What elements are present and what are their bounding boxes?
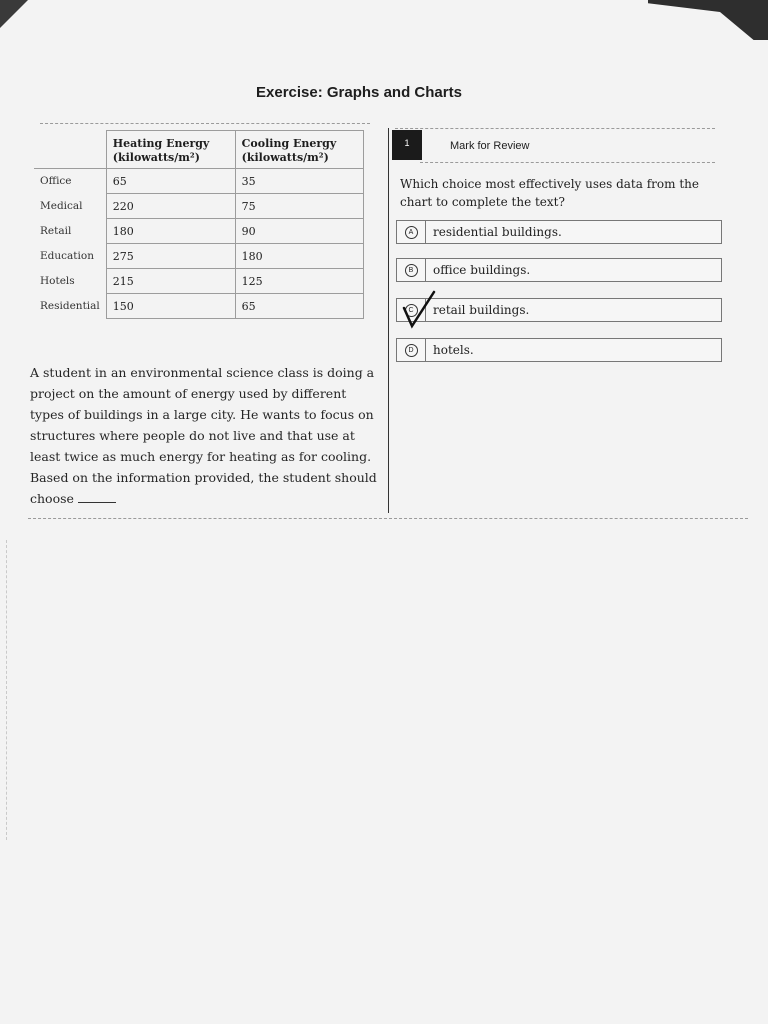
heating-value: 220 [106, 194, 235, 219]
table-row [34, 194, 364, 219]
answer-blank [78, 492, 116, 503]
table-row [34, 169, 364, 194]
choice-text: residential buildings. [433, 225, 562, 239]
question-prompt: Which choice most effectively uses data from the chart to complete the text? [400, 177, 699, 209]
panel-divider [388, 128, 389, 513]
row-label: Retail [34, 219, 106, 244]
page-title: Exercise: Graphs and Charts [256, 84, 462, 101]
passage-text: A student in an environmental science class is doing a project on the amount of energy used by different types of buildings in a large city. He wants to focus on structures where people do not live and that use at least twice as much energy for heating as for cooling. Based on the information provided, the student should choose [30, 365, 377, 506]
photo-corner-dark-right [648, 0, 768, 40]
row-label: Residential [34, 294, 106, 319]
energy-table [34, 130, 364, 319]
row-label: Office [34, 169, 106, 194]
table-header-row [34, 131, 364, 169]
cooling-value: 90 [235, 219, 363, 244]
divider-top-right [395, 128, 715, 129]
divider-bottom [28, 518, 748, 519]
divider-top-left [40, 123, 370, 124]
heating-value: 150 [106, 294, 235, 319]
header-heating: Heating Energy (kilowatts/m²) [106, 131, 235, 169]
handwritten-checkmark-icon [400, 290, 440, 330]
heating-value: 180 [106, 219, 235, 244]
row-label: Education [34, 244, 106, 269]
choice-letter: A [397, 221, 426, 243]
cooling-value: 180 [235, 244, 363, 269]
row-label: Medical [34, 194, 106, 219]
cooling-value: 35 [235, 169, 363, 194]
choice-text: hotels. [433, 343, 474, 357]
margin-line [6, 540, 7, 840]
choice-b[interactable] [396, 258, 722, 282]
mark-for-review-button[interactable]: Mark for Review [450, 140, 530, 152]
choice-text: office buildings. [433, 263, 531, 277]
table-corner [34, 131, 106, 169]
table-row [34, 269, 364, 294]
cooling-value: 125 [235, 269, 363, 294]
heating-value: 65 [106, 169, 235, 194]
choice-text: retail buildings. [433, 303, 530, 317]
choice-c[interactable] [396, 298, 722, 322]
cooling-value: 65 [235, 294, 363, 319]
heating-value: 275 [106, 244, 235, 269]
row-label: Hotels [34, 269, 106, 294]
photo-corner-dark-left [0, 0, 28, 28]
table-row [34, 219, 364, 244]
cooling-value: 75 [235, 194, 363, 219]
passage [30, 362, 380, 509]
choice-d[interactable] [396, 338, 722, 362]
choice-a[interactable] [396, 220, 722, 244]
table-row [34, 244, 364, 269]
table-row [34, 294, 364, 319]
divider-review [420, 162, 715, 163]
choice-letter: D [397, 339, 426, 361]
heating-value: 215 [106, 269, 235, 294]
question-number: 1 [392, 130, 422, 160]
choice-letter: C [397, 299, 426, 321]
choice-letter: B [397, 259, 426, 281]
header-cooling: Cooling Energy (kilowatts/m²) [235, 131, 363, 169]
